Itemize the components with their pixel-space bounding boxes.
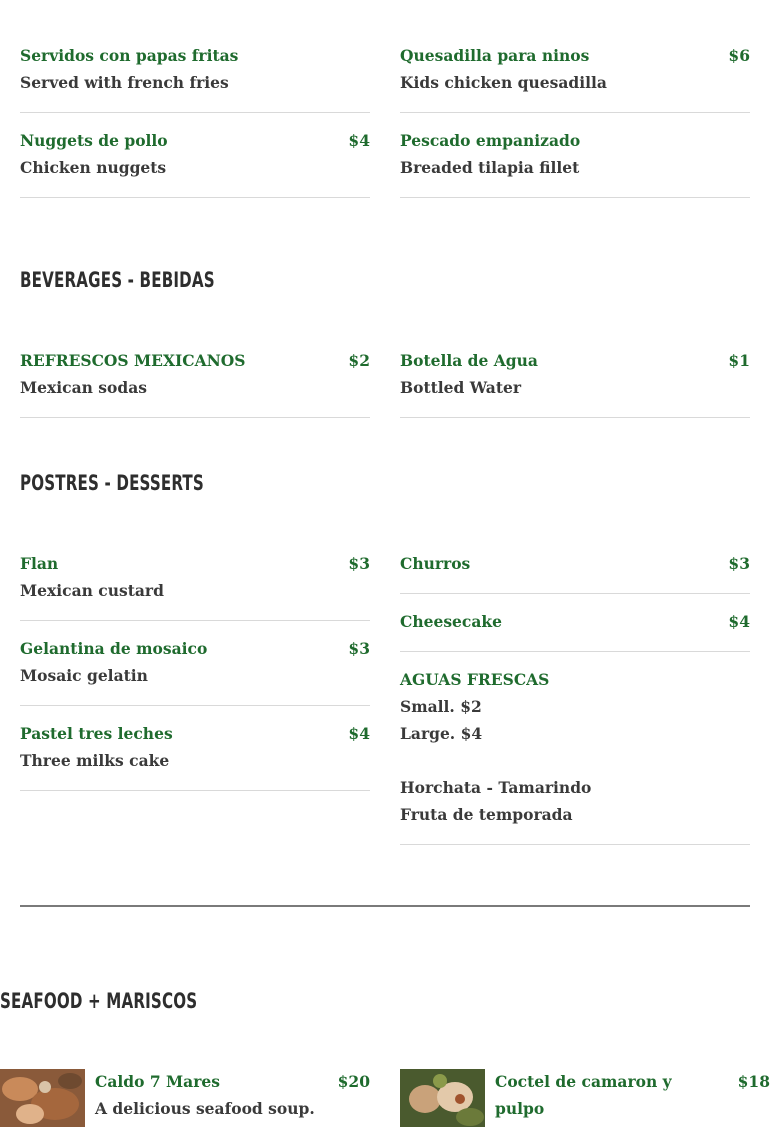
menu-item-cheesecake: [400, 612, 750, 652]
aguas-seasonal: Fruta de temporada: [400, 805, 573, 824]
item-description: A delicious seafood soup.: [95, 1099, 315, 1118]
item-price: $20: [337, 1072, 370, 1091]
menu-item-fries: [20, 46, 370, 113]
item-name: REFRESCOS MEXICANOS: [20, 351, 246, 370]
caldo-7-mares-image[interactable]: [0, 1069, 85, 1127]
item-price: $4: [348, 724, 370, 743]
item-name: Servidos con papas fritas: [20, 46, 239, 65]
item-name: Botella de Agua: [400, 351, 538, 370]
item-name-line2[interactable]: pulpo: [495, 1099, 545, 1118]
menu-item-flan: [20, 554, 370, 621]
item-price: $6: [728, 46, 750, 65]
section-heading-beverages: BEVERAGES - BEBIDAS: [20, 268, 215, 292]
aguas-large-price: Large. $4: [400, 724, 483, 743]
item-price: $3: [348, 639, 370, 658]
menu-item-aguas-frescas: [400, 670, 750, 845]
menu-item-bottled-water: [400, 351, 750, 418]
menu-item-breaded-fish: [400, 131, 750, 198]
item-name: Cheesecake: [400, 612, 502, 631]
section-divider: [20, 905, 750, 907]
menu-item-churros: [400, 554, 750, 594]
item-description: Mosaic gelatin: [20, 666, 148, 685]
item-name: Gelantina de mosaico: [20, 639, 208, 658]
item-description: Mexican sodas: [20, 378, 147, 397]
item-name[interactable]: Coctel de camaron y: [495, 1072, 672, 1091]
menu-item-kids-quesadilla: [400, 46, 750, 113]
item-description: Bottled Water: [400, 378, 522, 397]
item-name: Nuggets de pollo: [20, 131, 168, 150]
item-description: Breaded tilapia fillet: [400, 158, 580, 177]
item-name: Pastel tres leches: [20, 724, 173, 743]
item-price: $1: [728, 351, 750, 370]
aguas-flavors: Horchata - Tamarindo: [400, 778, 592, 797]
item-price: $3: [728, 554, 750, 573]
item-description: Three milks cake: [20, 751, 170, 770]
menu-item-coctel-camaron: [495, 1072, 770, 1127]
item-description: Mexican custard: [20, 581, 164, 600]
item-price: $3: [348, 554, 370, 573]
menu-item-chicken-nuggets: [20, 131, 370, 198]
item-price: $4: [348, 131, 370, 150]
menu-item-caldo-7-mares: [95, 1072, 370, 1127]
item-name: Quesadilla para ninos: [400, 46, 590, 65]
item-price: $2: [348, 351, 370, 370]
aguas-small-price: Small. $2: [400, 697, 482, 716]
item-name: Pescado empanizado: [400, 131, 581, 150]
item-name: AGUAS FRESCAS: [400, 670, 550, 689]
item-price: $4: [728, 612, 750, 631]
item-description: Kids chicken quesadilla: [400, 73, 607, 92]
item-name: Flan: [20, 554, 59, 573]
item-description: Served with french fries: [20, 73, 229, 92]
item-name[interactable]: Caldo 7 Mares: [95, 1072, 220, 1091]
section-heading-seafood: SEAFOOD + MARISCOS: [0, 989, 198, 1013]
item-name: Churros: [400, 554, 471, 573]
section-heading-desserts: POSTRES - DESSERTS: [20, 471, 204, 495]
menu-item-mexican-sodas: [20, 351, 370, 418]
item-description: Chicken nuggets: [20, 158, 167, 177]
item-price: $18: [737, 1072, 770, 1091]
coctel-camaron-image[interactable]: [400, 1069, 485, 1127]
menu-item-mosaic-gelatin: [20, 639, 370, 706]
menu-item-tres-leches: [20, 724, 370, 791]
